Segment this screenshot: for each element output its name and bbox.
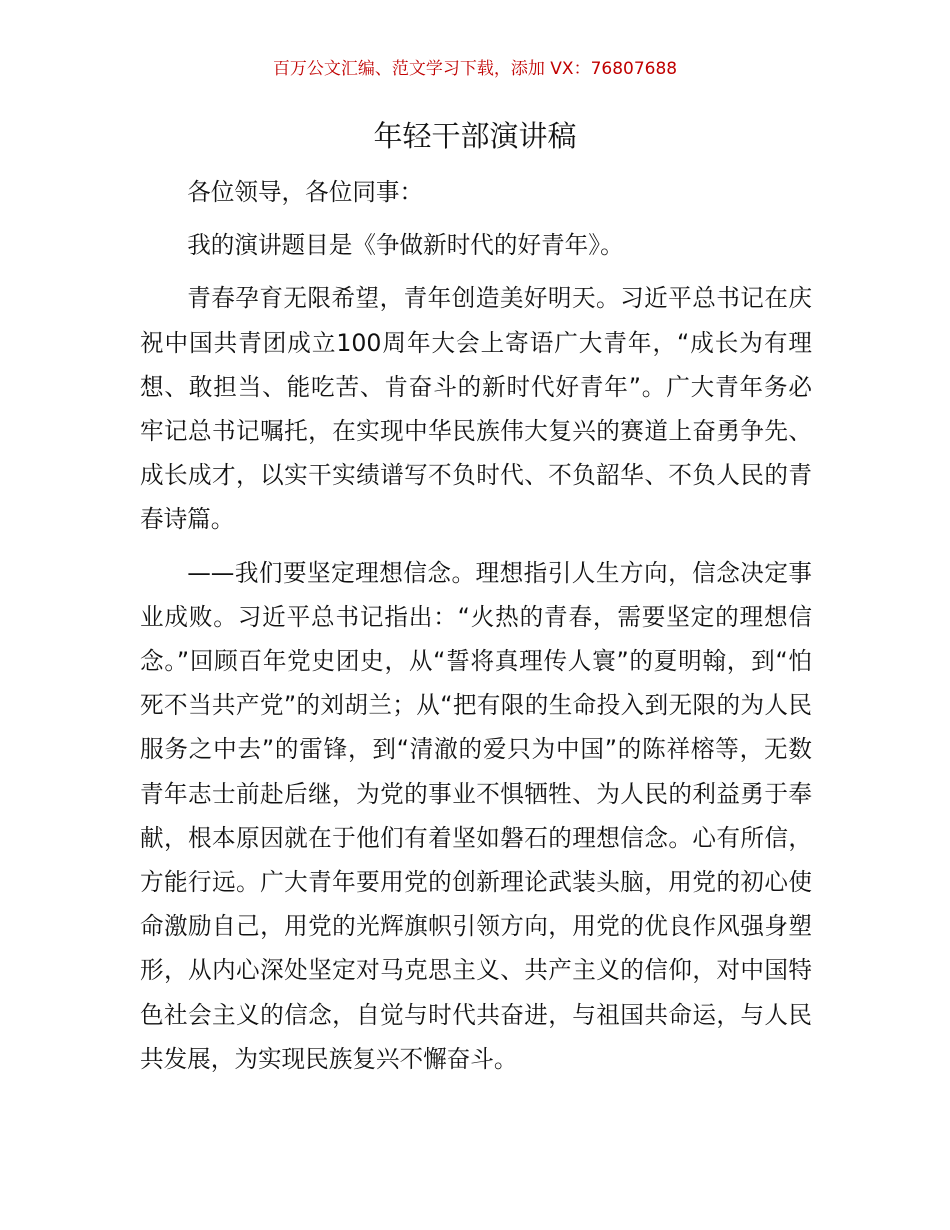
document-title: 年轻干部演讲稿 xyxy=(373,119,577,153)
topic-paragraph: 我的演讲题目是《争做新时代的好青年》。 xyxy=(187,231,624,260)
document-body xyxy=(140,170,812,1081)
greeting-paragraph: 各位领导，各位同事： xyxy=(187,178,424,206)
ideals-paragraph: ——我们要坚定理想信念。理想指引人生方向，信念决定事业成败。习近平总书记指出：“火热的青春，需要坚定的理想信念。”回顾百年党史团史，从“誓将真理传人寰”的夏明翰，到“怕死不当共产党”的刘胡兰；从“把有限的生命投入到无限的为人民服务之中去”的雷锋，到“清澈的爱只为中国”的陈祥榕等，无数青年志士前赴后继，为党的事业不惧牺牲、为人民的利益勇于奉献，根本原因就在于他们有着坚如磐石的理想信念。心有所信，方能行远。广大青年要用党的创新理论武装头脑，用党的初心使命激励自己，用党的光辉旗帜引领方向，用党的优良作风强身塑形，从内心深处坚定对马克思主义、共产主义的信仰，对中国特色社会主义的信念，自觉与时代共奋进，与祖国共命运，与人民共发展，为实现民族复兴不懈奋斗。 xyxy=(140,558,812,1073)
intro-paragraph: 青春孕育无限希望，青年创造美好明天。习近平总书记在庆祝中国共青团成立100周年大会上寄语广大青年，“成长为有理想、敢担当、能吃苦、肯奋斗的新时代好青年”。广大青年务必牢记总书记嘱托，在实现中华民族伟大复兴的赛道上奋勇争先、成长成才，以实干实绩谱写不负时代、不负韶华、不负人民的青春诗篇。 xyxy=(140,284,812,534)
header-banner: 百万公文汇编、范文学习下载，添加 VX：76807688 xyxy=(272,59,678,79)
